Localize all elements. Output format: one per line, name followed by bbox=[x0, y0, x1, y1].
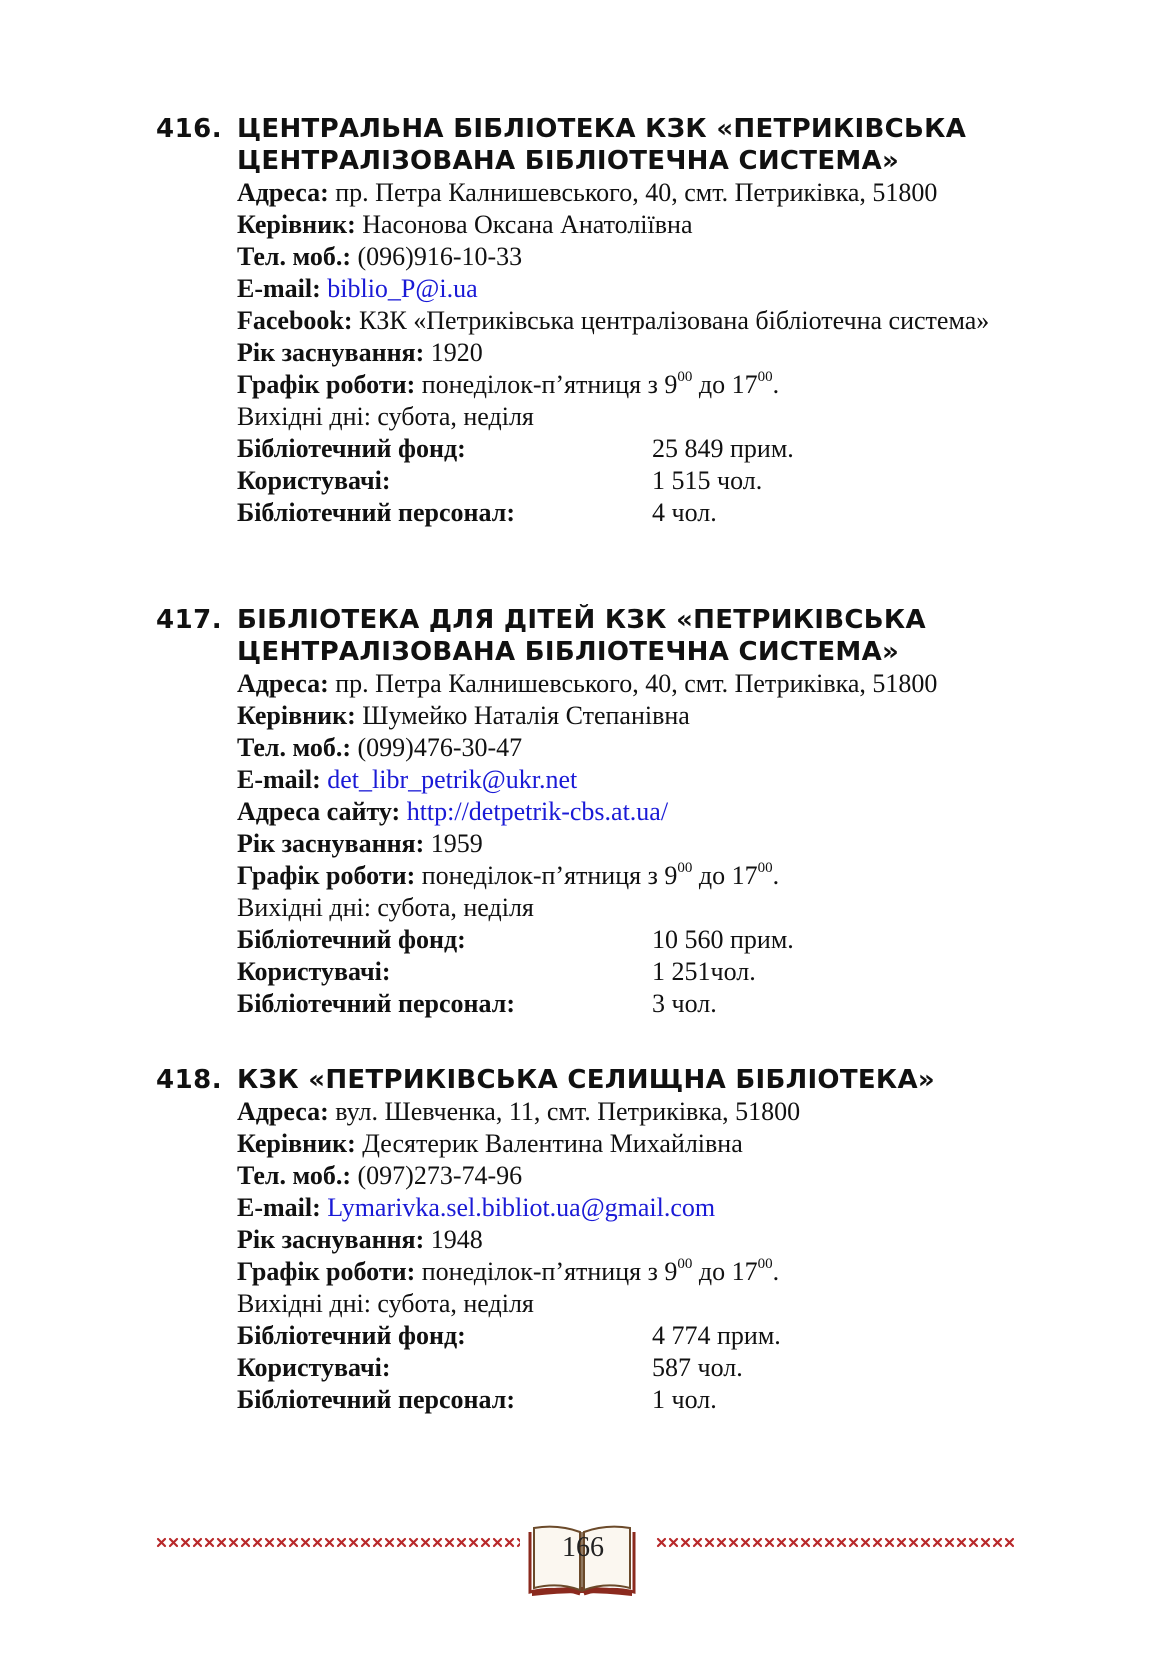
days-off-row: Вихідні дні: субота, неділя bbox=[237, 402, 534, 431]
phone-value: (096)916-10-33 bbox=[357, 242, 523, 271]
address-label: Адреса: bbox=[237, 1097, 329, 1126]
address-row bbox=[237, 177, 1017, 209]
schedule-sup: 00 bbox=[757, 369, 773, 386]
head-row bbox=[237, 700, 1017, 732]
entry-416 bbox=[156, 113, 1016, 529]
site-row bbox=[237, 796, 1017, 828]
email-link[interactable]: biblio_P@i.ua bbox=[327, 274, 478, 303]
founded-label: Рік заснування: bbox=[237, 1225, 425, 1254]
email-label: E-mail: bbox=[237, 274, 321, 303]
founded-row bbox=[237, 337, 1017, 369]
head-value: Насонова Оксана Анатоліївна bbox=[362, 210, 693, 239]
days-off-row: Вихідні дні: субота, неділя bbox=[237, 1289, 534, 1318]
fund-label: Бібліотечний фонд: bbox=[237, 1321, 466, 1350]
users-row bbox=[237, 1352, 1017, 1384]
head-label: Керівник: bbox=[237, 210, 356, 239]
staff-label: Бібліотечний персонал: bbox=[237, 1385, 515, 1414]
founded-label: Рік заснування: bbox=[237, 338, 425, 367]
entry-title bbox=[237, 1064, 1017, 1096]
address-label: Адреса: bbox=[237, 178, 329, 207]
schedule-text: . bbox=[772, 370, 780, 399]
entry-417 bbox=[156, 604, 1016, 1020]
schedule-text: понеділок-п’ятниця з 9 bbox=[421, 1257, 678, 1286]
phone-label: Тел. моб.: bbox=[237, 242, 352, 271]
users-value: 1 515 чол. bbox=[652, 466, 763, 495]
entry-title-line: БІБЛІОТЕКА ДЛЯ ДІТЕЙ КЗК «ПЕТРИКІВСЬКА bbox=[237, 605, 926, 635]
fund-value: 10 560 прим. bbox=[652, 925, 794, 954]
users-value: 587 чол. bbox=[652, 1353, 743, 1382]
schedule-row bbox=[237, 369, 1017, 401]
entry-title-line: КЗК «ПЕТРИКІВСЬКА СЕЛИЩНА БІБЛІОТЕКА» bbox=[237, 1065, 936, 1095]
founded-label: Рік заснування: bbox=[237, 829, 425, 858]
cross-stitch-border-left-icon bbox=[156, 1535, 520, 1551]
staff-row bbox=[237, 1384, 1017, 1416]
staff-value: 3 чол. bbox=[652, 989, 717, 1018]
schedule-sup: 00 bbox=[757, 860, 773, 877]
fund-value: 25 849 прим. bbox=[652, 434, 794, 463]
staff-label: Бібліотечний персонал: bbox=[237, 989, 515, 1018]
founded-row bbox=[237, 828, 1017, 860]
founded-value: 1959 bbox=[430, 829, 483, 858]
users-label: Користувачі: bbox=[237, 1353, 391, 1382]
users-row bbox=[237, 465, 1017, 497]
fund-row bbox=[237, 433, 1017, 465]
address-row bbox=[237, 1096, 1017, 1128]
schedule-sup: 00 bbox=[677, 860, 693, 877]
entry-title bbox=[237, 604, 1017, 668]
users-label: Користувачі: bbox=[237, 957, 391, 986]
users-label: Користувачі: bbox=[237, 466, 391, 495]
entry-title bbox=[237, 113, 1017, 177]
staff-label: Бібліотечний персонал: bbox=[237, 498, 515, 527]
head-value: Шумейко Наталія Степанівна bbox=[362, 701, 690, 730]
schedule-label: Графік роботи: bbox=[237, 1257, 416, 1286]
schedule-text: до 17 bbox=[692, 861, 758, 890]
schedule-text: до 17 bbox=[692, 1257, 758, 1286]
schedule-sup: 00 bbox=[677, 369, 693, 386]
entry-418 bbox=[156, 1064, 1016, 1416]
users-row bbox=[237, 956, 1017, 988]
entry-title-line: ЦЕНТРАЛІЗОВАНА БІБЛІОТЕЧНА СИСТЕМА» bbox=[237, 146, 900, 176]
users-value: 1 251чол. bbox=[652, 957, 756, 986]
head-label: Керівник: bbox=[237, 1129, 356, 1158]
email-row bbox=[237, 273, 1017, 305]
schedule-text: до 17 bbox=[692, 370, 758, 399]
address-value: пр. Петра Калнишевського, 40, смт. Петриківка, 51800 bbox=[335, 178, 938, 207]
fund-row bbox=[237, 924, 1017, 956]
schedule-sup: 00 bbox=[677, 1256, 693, 1273]
head-label: Керівник: bbox=[237, 701, 356, 730]
email-link[interactable]: det_libr_petrik@ukr.net bbox=[327, 765, 578, 794]
phone-row bbox=[237, 241, 1017, 273]
schedule-sup: 00 bbox=[757, 1256, 773, 1273]
entry-number: 418. bbox=[156, 1065, 223, 1095]
facebook-value: КЗК «Петриківська централізована бібліотечна система» bbox=[359, 306, 990, 335]
email-row bbox=[237, 1192, 1017, 1224]
phone-label: Тел. моб.: bbox=[237, 733, 352, 762]
facebook-row bbox=[237, 305, 1017, 337]
schedule-text: . bbox=[772, 861, 780, 890]
staff-value: 4 чол. bbox=[652, 498, 717, 527]
schedule-row bbox=[237, 860, 1017, 892]
phone-row bbox=[237, 732, 1017, 764]
fund-label: Бібліотечний фонд: bbox=[237, 925, 466, 954]
fund-row bbox=[237, 1320, 1017, 1352]
founded-row bbox=[237, 1224, 1017, 1256]
entry-title-line: ЦЕНТРАЛЬНА БІБЛІОТЕКА КЗК «ПЕТРИКІВСЬКА bbox=[237, 114, 967, 144]
founded-value: 1948 bbox=[430, 1225, 483, 1254]
head-row bbox=[237, 1128, 1017, 1160]
site-link[interactable]: http://detpetrik-cbs.at.ua/ bbox=[406, 797, 669, 826]
entry-number: 416. bbox=[156, 114, 223, 144]
phone-value: (097)273-74-96 bbox=[357, 1161, 523, 1190]
address-value: пр. Петра Калнишевського, 40, смт. Петриківка, 51800 bbox=[335, 669, 938, 698]
page-footer bbox=[0, 1520, 1170, 1610]
schedule-text: . bbox=[772, 1257, 780, 1286]
head-value: Десятерик Валентина Михайлівна bbox=[362, 1129, 743, 1158]
head-row bbox=[237, 209, 1017, 241]
entry-number: 417. bbox=[156, 605, 223, 635]
staff-row bbox=[237, 497, 1017, 529]
email-label: E-mail: bbox=[237, 765, 321, 794]
phone-value: (099)476-30-47 bbox=[357, 733, 523, 762]
schedule-label: Графік роботи: bbox=[237, 861, 416, 890]
address-value: вул. Шевченка, 11, смт. Петриківка, 51800 bbox=[335, 1097, 801, 1126]
schedule-row bbox=[237, 1256, 1017, 1288]
phone-row bbox=[237, 1160, 1017, 1192]
staff-row bbox=[237, 988, 1017, 1020]
entry-title-line: ЦЕНТРАЛІЗОВАНА БІБЛІОТЕЧНА СИСТЕМА» bbox=[237, 637, 900, 667]
schedule-label: Графік роботи: bbox=[237, 370, 416, 399]
founded-value: 1920 bbox=[430, 338, 483, 367]
page-number: 166 bbox=[562, 1532, 604, 1563]
staff-value: 1 чол. bbox=[652, 1385, 717, 1414]
facebook-label: Facebook: bbox=[237, 306, 353, 335]
address-row bbox=[237, 668, 1017, 700]
days-off-row: Вихідні дні: субота, неділя bbox=[237, 893, 534, 922]
schedule-text: понеділок-п’ятниця з 9 bbox=[421, 370, 678, 399]
schedule-text: понеділок-п’ятниця з 9 bbox=[421, 861, 678, 890]
fund-value: 4 774 прим. bbox=[652, 1321, 781, 1350]
email-row bbox=[237, 764, 1017, 796]
phone-label: Тел. моб.: bbox=[237, 1161, 352, 1190]
fund-label: Бібліотечний фонд: bbox=[237, 434, 466, 463]
email-link[interactable]: Lymarivka.sel.bibliot.ua@gmail.com bbox=[327, 1193, 716, 1222]
cross-stitch-border-right-icon bbox=[656, 1535, 1014, 1551]
address-label: Адреса: bbox=[237, 669, 329, 698]
email-label: E-mail: bbox=[237, 1193, 321, 1222]
site-label: Адреса сайту: bbox=[237, 797, 401, 826]
